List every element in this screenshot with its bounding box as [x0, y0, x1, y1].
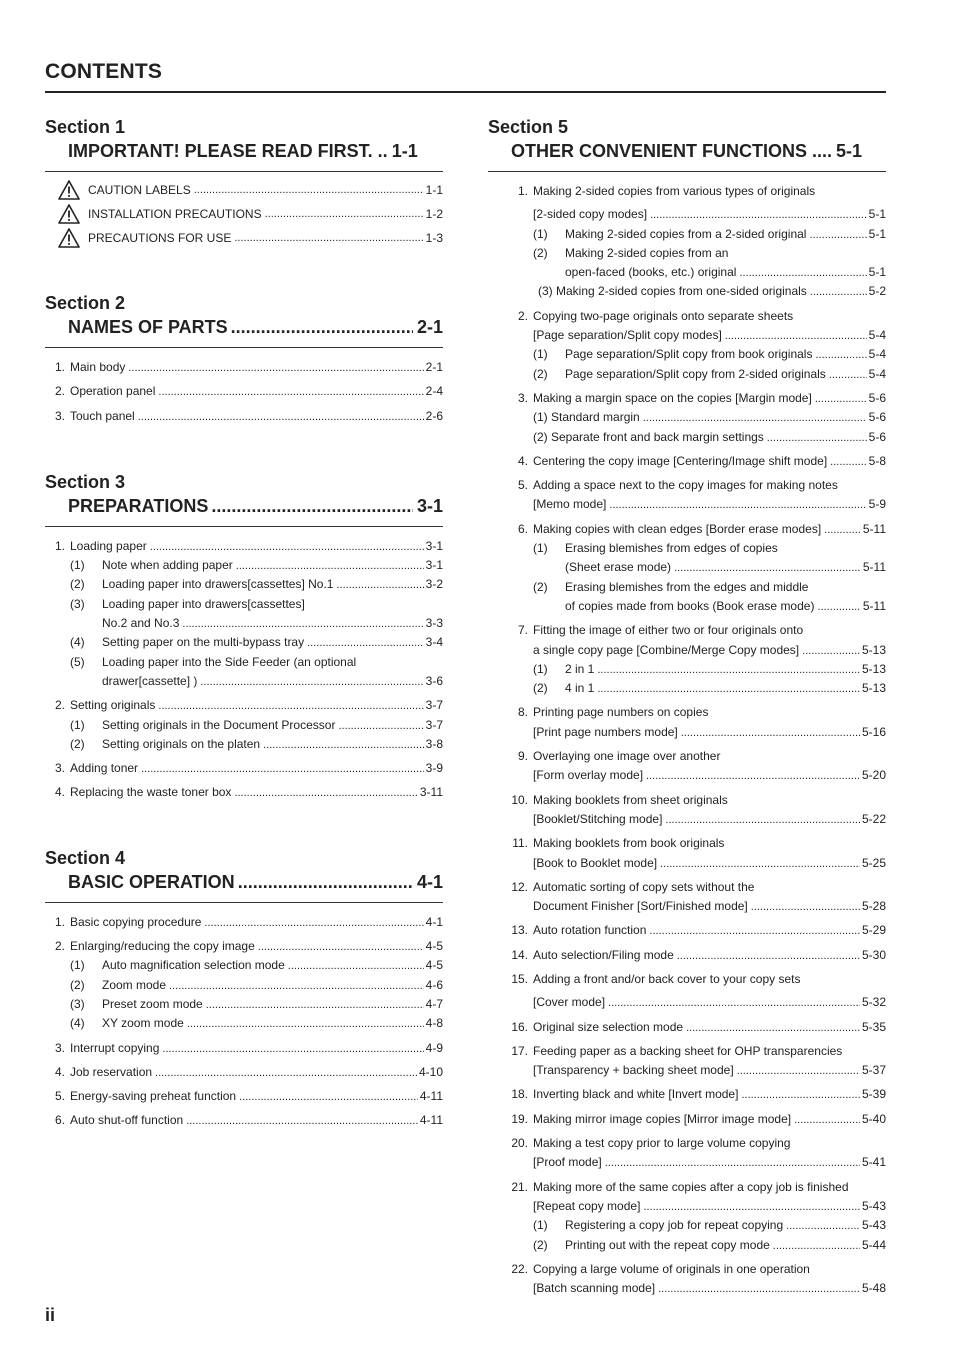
- toc-entry[interactable]: PRECAUTIONS FOR USE ..... 1-3: [58, 226, 443, 250]
- toc-entry[interactable]: 14. Auto selection/Filing mode ..... 5-30: [533, 946, 886, 965]
- toc-entry[interactable]: 4. Replacing the waste toner box ..... 3-11: [70, 783, 443, 802]
- section-title[interactable]: IMPORTANT! PLEASE READ FIRST. .. 1-1: [68, 141, 418, 161]
- section-3: [45, 470, 443, 803]
- section-label: Section 2: [45, 293, 126, 313]
- toc-entry[interactable]: CAUTION LABELS ..... 1-1: [58, 178, 443, 202]
- section-label: Section 4: [45, 847, 126, 868]
- toc-entry[interactable]: 2. Copying two-page originals onto separate sheets [Page separation/Split copy modes] ..... 5-4 (1) Page separation/Split copy from book originals ..... 5-4 (2) Page separation/Split copy from 2-sided originals ..... 5-4: [533, 307, 886, 384]
- section-title[interactable]: BASIC OPERATION ..... 4-1: [68, 870, 443, 894]
- toc-entry[interactable]: 2. Operation panel ..... 2-4: [70, 382, 443, 401]
- toc-subentry[interactable]: (2) Page separation/Split copy from 2-sided originals ..... 5-4: [565, 365, 886, 384]
- toc-entry[interactable]: 1. Basic copying procedure ..... 4-1: [70, 913, 443, 932]
- toc-subentry[interactable]: (1) Auto magnification selection mode ..... 4-5: [102, 956, 443, 975]
- toc-subentry[interactable]: (2) 4 in 1 ..... 5-13: [565, 679, 886, 698]
- toc-subentry[interactable]: (2) Separate front and back margin settings ..... 5-6: [533, 428, 886, 447]
- toc-subentry[interactable]: (2) Erasing blemishes from the edges and middle of copies made from books (Book erase mode) ..... 5-11: [565, 578, 886, 617]
- toc-entry[interactable]: 4. Centering the copy image [Centering/Image shift mode] ..... 5-8: [533, 452, 886, 471]
- toc-entry[interactable]: 6. Auto shut-off function ..... 4-11: [70, 1111, 443, 1130]
- toc-subentry[interactable]: (1) Making 2-sided copies from a 2-sided original ..... 5-1: [565, 225, 886, 244]
- toc-entry[interactable]: 5. Adding a space next to the copy images for making notes [Memo mode] ..... 5-9: [533, 476, 886, 515]
- toc-entry[interactable]: 20. Making a test copy prior to large volume copying [Proof mode] ..... 5-41: [533, 1134, 886, 1173]
- warning-icon: [58, 180, 80, 200]
- title-rule: [45, 91, 886, 93]
- right-column: [488, 115, 886, 1298]
- toc-subentry[interactable]: (4) Setting paper on the multi-bypass tray ..... 3-4: [102, 633, 443, 652]
- section-4: [45, 846, 443, 1131]
- toc-subentry[interactable]: (2) Loading paper into drawers[cassettes] No.1 ..... 3-2: [102, 575, 443, 594]
- section-1: [45, 115, 443, 250]
- toc-entry[interactable]: 2. Setting originals ..... 3-7 (1) Setting originals in the Document Processor ..... 3-7 (2) Setting originals on the platen ..... 3-8: [70, 696, 443, 754]
- toc-entry[interactable]: 17. Feeding paper as a backing sheet for OHP transparencies [Transparency + backing sheet mode] ..... 5-37: [533, 1042, 886, 1081]
- warning-icon: [58, 228, 80, 248]
- toc-entry[interactable]: 22. Copying a large volume of originals in one operation [Batch scanning mode] ..... 5-48: [533, 1260, 886, 1299]
- toc-subentry[interactable]: (2) Making 2-sided copies from an open-faced (books, etc.) original ..... 5-1: [565, 244, 886, 283]
- toc-subentry[interactable]: (4) XY zoom mode ..... 4-8: [102, 1014, 443, 1033]
- toc-entry[interactable]: 1. Loading paper ..... 3-1 (1) Note when adding paper ..... 3-1 (2) Loading paper into drawers[cassettes] No.1 ..... 3-2 (3) Loading paper into drawers[cassettes] No.2 and No.3 ..... 3-3 (4) Setting paper on the multi-bypass tray ..... 3-4 (5) Loading paper into the Side Feeder (an optional drawer[cassette] ) ..... 3-6: [70, 537, 443, 691]
- toc-subentry[interactable]: (1) Registering a copy job for repeat copying ..... 5-43: [565, 1216, 886, 1235]
- left-column: [45, 115, 443, 1131]
- toc-entry[interactable]: 3. Interrupt copying ..... 4-9: [70, 1039, 443, 1058]
- toc-entry[interactable]: 15. Adding a front and/or back cover to your copy sets [Cover mode] ..... 5-32: [533, 970, 886, 1013]
- toc-entry[interactable]: 4. Job reservation ..... 4-10: [70, 1063, 443, 1082]
- toc-subentry[interactable]: (2) Setting originals on the platen ..... 3-8: [102, 735, 443, 754]
- toc-subentry[interactable]: (5) Loading paper into the Side Feeder (an optional drawer[cassette] ) ..... 3-6: [102, 653, 443, 692]
- warning-icon: [58, 204, 80, 224]
- toc-subentry[interactable]: (2) Printing out with the repeat copy mode ..... 5-44: [565, 1236, 886, 1255]
- page-number: ii: [45, 1305, 56, 1325]
- toc-subentry[interactable]: (1) Erasing blemishes from edges of copies (Sheet erase mode) ..... 5-11: [565, 539, 886, 578]
- toc-entry[interactable]: 9. Overlaying one image over another [Form overlay mode] ..... 5-20: [533, 747, 886, 786]
- page-title: CONTENTS: [45, 60, 163, 83]
- toc-entry[interactable]: 16. Original size selection mode ..... 5-35: [533, 1018, 886, 1037]
- toc-entry[interactable]: 3. Touch panel ..... 2-6: [70, 407, 443, 426]
- toc-subentry[interactable]: (1) Standard margin ..... 5-6: [533, 408, 886, 427]
- toc-entry[interactable]: 1. Making 2-sided copies from various types of originals [2-sided copy modes] ..... 5-1 (1) Making 2-sided copies from a 2-sided original ..... 5-1 (2) Making 2-sided copies from an open-faced (books, etc.) original ..... 5-1 (3) Making 2-sided copies from one-sided originals ..... 5-2: [533, 182, 886, 302]
- toc-subentry[interactable]: (3) Making 2-sided copies from one-sided originals ..... 5-2: [538, 282, 886, 301]
- section-label: Section 1: [45, 117, 126, 137]
- toc-entry[interactable]: 1. Main body ..... 2-1: [70, 358, 443, 377]
- toc-entry[interactable]: 10. Making booklets from sheet originals [Booklet/Stitching mode] ..... 5-22: [533, 791, 886, 830]
- toc-subentry[interactable]: (1) 2 in 1 ..... 5-13: [565, 660, 886, 679]
- toc-entry[interactable]: 8. Printing page numbers on copies [Print page numbers mode] ..... 5-16: [533, 703, 886, 742]
- toc-entry[interactable]: 13. Auto rotation function ..... 5-29: [533, 921, 886, 940]
- toc-entry[interactable]: 21. Making more of the same copies after a copy job is finished [Repeat copy mode] ..... 5-43 (1) Registering a copy job for repeat copying ..... 5-43 (2) Printing out with the repeat copy mode ..... 5-44: [533, 1178, 886, 1255]
- toc-entry[interactable]: INSTALLATION PRECAUTIONS ..... 1-2: [58, 202, 443, 226]
- toc-subentry[interactable]: (1) Page separation/Split copy from book originals ..... 5-4: [565, 345, 886, 364]
- toc-entry[interactable]: 2. Enlarging/reducing the copy image ..... 4-5 (1) Auto magnification selection mode ..... 4-5 (2) Zoom mode ..... 4-6 (3) Preset zoom mode ..... 4-7 (4) XY zoom mode ..... 4-8: [70, 937, 443, 1033]
- toc-entry[interactable]: 3. Making a margin space on the copies [Margin mode] ..... 5-6 (1) Standard margin ..... 5-6 (2) Separate front and back margin settings ..... 5-6: [533, 389, 886, 447]
- toc-entry[interactable]: 11. Making booklets from book originals [Book to Booklet mode] ..... 5-25: [533, 834, 886, 873]
- toc-entry[interactable]: 3. Adding toner ..... 3-9: [70, 759, 443, 778]
- section-title[interactable]: NAMES OF PARTS ..... 2-1: [68, 315, 443, 339]
- toc-entry[interactable]: 7. Fitting the image of either two or four originals onto a single copy page [Combine/Merge Copy modes] ..... 5-13 (1) 2 in 1 ..... 5-13 (2) 4 in 1 ..... 5-13: [533, 621, 886, 698]
- section-title[interactable]: OTHER CONVENIENT FUNCTIONS .... 5-1: [511, 141, 863, 161]
- section-2: [45, 291, 443, 426]
- toc-entry[interactable]: 18. Inverting black and white [Invert mode] ..... 5-39: [533, 1085, 886, 1104]
- toc-entry[interactable]: 5. Energy-saving preheat function ..... 4-11: [70, 1087, 443, 1106]
- toc-entry[interactable]: 6. Making copies with clean edges [Border erase modes] ..... 5-11 (1) Erasing blemishes from edges of copies (Sheet erase mode) ..... 5-11 (2) Erasing blemishes from the edges and middle of copies made from books (Book erase mode) ..... 5-11: [533, 520, 886, 616]
- section-title[interactable]: PREPARATIONS ..... 3-1: [68, 494, 443, 518]
- toc-subentry[interactable]: (1) Note when adding paper ..... 3-1: [102, 556, 443, 575]
- toc-entry[interactable]: 19. Making mirror image copies [Mirror image mode] ..... 5-40: [533, 1110, 886, 1129]
- toc-entry[interactable]: 12. Automatic sorting of copy sets without the Document Finisher [Sort/Finished mode] ..... 5-28: [533, 878, 886, 917]
- toc-subentry[interactable]: (3) Loading paper into drawers[cassettes] No.2 and No.3 ..... 3-3: [102, 595, 443, 634]
- section-label: Section 3: [45, 471, 126, 492]
- toc-subentry[interactable]: (2) Zoom mode ..... 4-6: [102, 976, 443, 995]
- toc-subentry[interactable]: (1) Setting originals in the Document Processor ..... 3-7: [102, 716, 443, 735]
- toc-subentry[interactable]: (3) Preset zoom mode ..... 4-7: [102, 995, 443, 1014]
- section-label: Section 5: [488, 117, 569, 137]
- section-5: [488, 115, 886, 1298]
